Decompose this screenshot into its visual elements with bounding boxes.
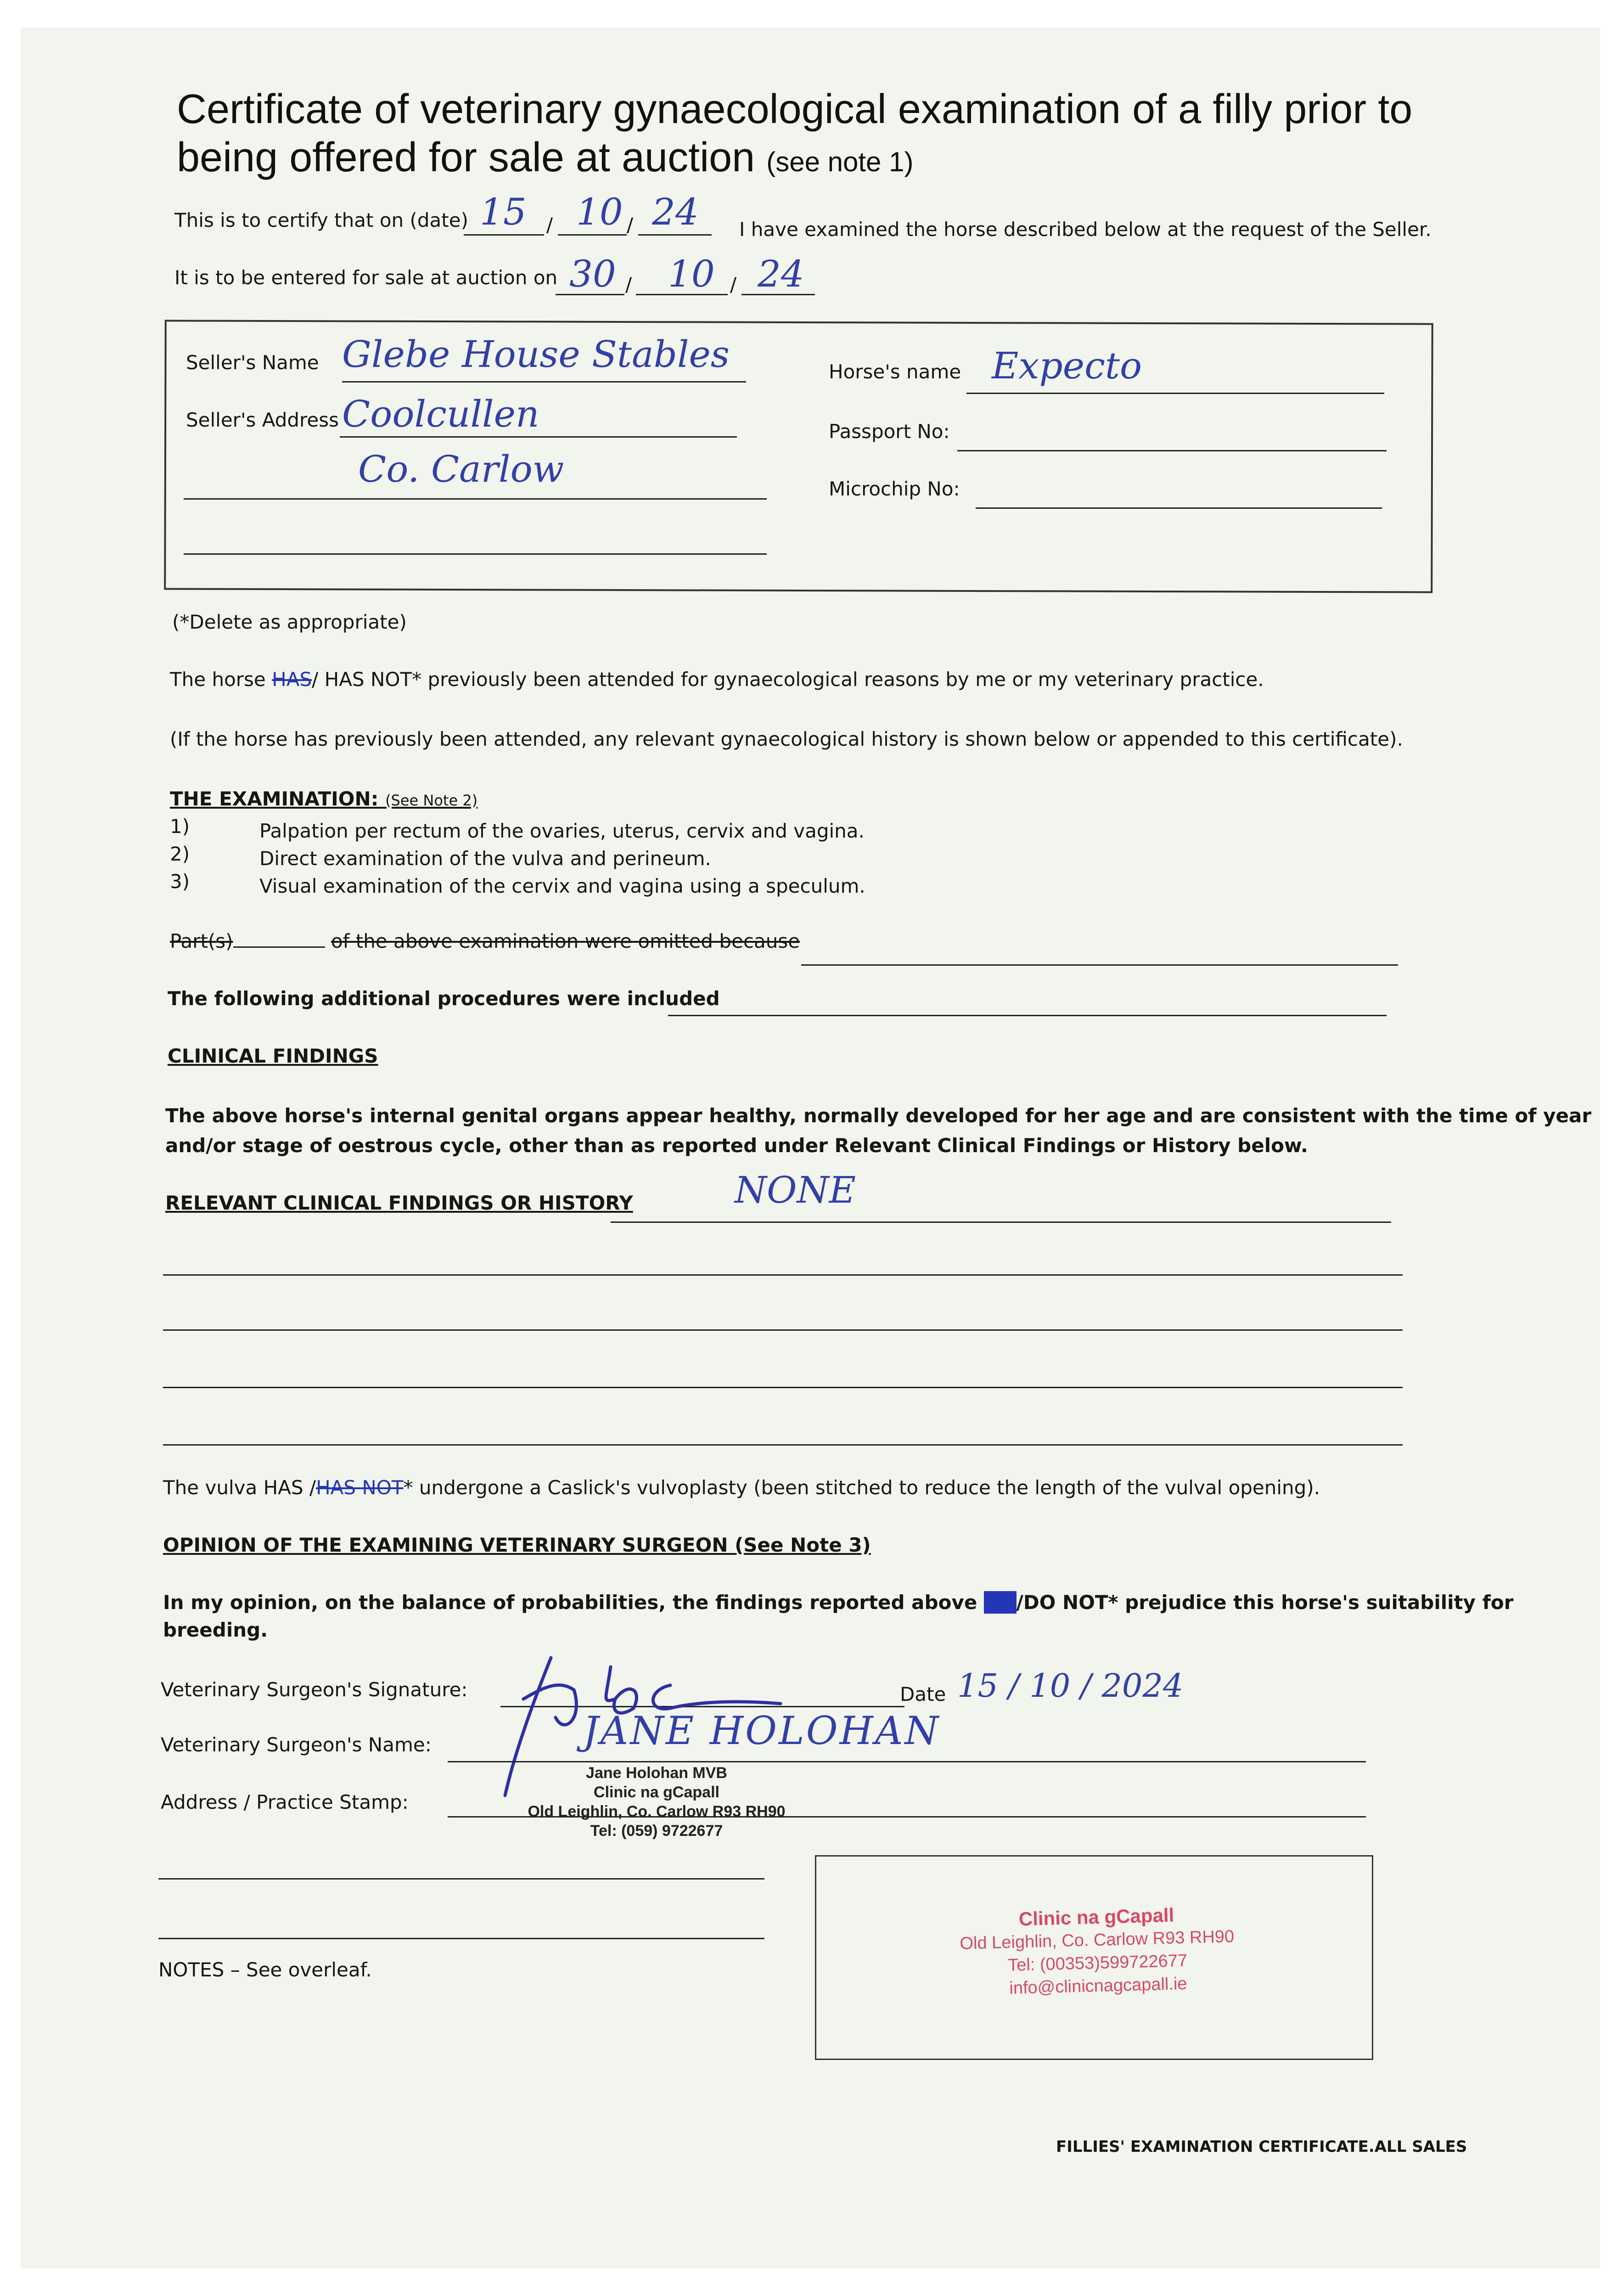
auction-date-year: 24 <box>758 253 804 295</box>
seller-address-line-2 <box>184 498 767 500</box>
additional-line <box>668 1015 1387 1016</box>
seller-name-label: Seller's Name <box>186 351 319 374</box>
seller-name-line <box>342 381 746 383</box>
seller-address-line2-value: Co. Carlow <box>358 448 564 490</box>
exam-item-3: Visual examination of the cervix and vagina using a speculum. <box>259 875 865 897</box>
passport-label: Passport No: <box>829 420 950 443</box>
title-line-2: being offered for sale at auction (see note 1) <box>177 135 914 180</box>
date-year-line <box>638 234 712 236</box>
stamp-line-4: Tel: (059) 9722677 <box>590 1822 723 1840</box>
vulva-line: The vulva HAS /HAS NOT* undergone a Caslick's vulvoplasty (been stitched to reduce the length of the vulval opening). <box>163 1476 1320 1499</box>
relevant-line-2 <box>163 1274 1403 1276</box>
name-label: Veterinary Surgeon's Name: <box>161 1733 432 1756</box>
practice-stamp <box>514 1763 799 1840</box>
opinion-do-struck: DO <box>983 1591 1016 1614</box>
omitted-line: Part(s) of the above examination were omitted because <box>170 930 800 952</box>
passport-line <box>957 450 1387 451</box>
vulva-has-not-struck: HAS NOT <box>316 1476 404 1499</box>
seller-name-value: Glebe House Stables <box>342 333 730 376</box>
auction-date-day: 30 <box>569 253 616 295</box>
clinic-stamp-name: Clinic na gCapall <box>1018 1904 1174 1930</box>
relevant-label: RELEVANT CLINICAL FINDINGS OR HISTORY <box>165 1192 633 1214</box>
date-sep-2: / <box>627 214 634 236</box>
name-value: JANE HOLOHAN <box>583 1708 941 1753</box>
attended-has-struck: HAS <box>272 668 312 691</box>
certify-prefix: This is to certify that on (date) <box>174 209 468 231</box>
address-line-3 <box>158 1938 764 1939</box>
exam-item-1: Palpation per rectum of the ovaries, uterus, cervix and vagina. <box>259 820 865 842</box>
exam-item-3-num: 3) <box>170 870 190 893</box>
seller-address-line-3 <box>184 553 767 555</box>
name-line <box>448 1761 1366 1762</box>
title-note: (see note 1) <box>766 146 914 177</box>
auction-sep-2: / <box>730 273 737 296</box>
microchip-label: Microchip No: <box>829 478 960 500</box>
attended-line: The horse HAS/ HAS NOT* previously been attended for gynaecological reasons by me or my veterinary practice. <box>170 668 1264 691</box>
horse-name-line <box>966 393 1384 394</box>
exam-item-2-num: 2) <box>170 843 190 865</box>
exam-date-year: 24 <box>652 191 699 233</box>
relevant-line-1 <box>611 1221 1391 1223</box>
clinical-para-2: and/or stage of oestrous cycle, other than as reported under Relevant Clinical Findings or History below. <box>165 1134 1309 1157</box>
date-month-line <box>558 234 627 236</box>
horse-name-value: Expecto <box>992 344 1142 387</box>
address-line-2 <box>158 1878 764 1880</box>
title-line-1: Certificate of veterinary gynaecological examination of a filly prior to <box>177 86 1413 132</box>
certify-suffix: I have examined the horse described below at the request of the Seller. <box>739 218 1432 241</box>
clinic-stamp-email: info@clinicnagcapall.ie <box>1009 1974 1188 1998</box>
history-note: (If the horse has previously been attended, any relevant gynaecological history is shown below or appended to this certificate). <box>170 728 1403 750</box>
relevant-value: NONE <box>735 1169 856 1211</box>
horse-name-label: Horse's name <box>829 360 961 383</box>
opinion-heading: OPINION OF THE EXAMINING VETERINARY SURGEON (See Note 3) <box>163 1534 871 1556</box>
microchip-line <box>976 507 1382 509</box>
stamp-line-1: Jane Holohan MVB <box>586 1764 727 1782</box>
auction-sep-1: / <box>625 273 632 296</box>
relevant-line-3 <box>163 1329 1403 1331</box>
clinic-stamp-tel: Tel: (00353)599722677 <box>1007 1951 1188 1975</box>
stamp-line-3: Old Leighlin, Co. Carlow R93 RH90 <box>528 1803 786 1820</box>
relevant-line-5 <box>163 1444 1403 1446</box>
examination-note: (See Note 2) <box>385 792 478 809</box>
clinical-heading: CLINICAL FINDINGS <box>168 1045 378 1067</box>
signature-label: Veterinary Surgeon's Signature: <box>161 1678 468 1701</box>
clinical-para-1: The above horse's internal genital organs appear healthy, normally developed for her age and are consistent with the time of year <box>165 1104 1592 1127</box>
opinion-para-2: breeding. <box>163 1619 268 1641</box>
exam-date-day: 15 <box>480 191 527 233</box>
exam-date-month: 10 <box>576 191 623 233</box>
relevant-line-4 <box>163 1387 1403 1388</box>
omitted-reason-line <box>801 964 1398 966</box>
exam-item-2: Direct examination of the vulva and perineum. <box>259 847 711 870</box>
additional-label: The following additional procedures were included <box>168 987 720 1010</box>
auction-date-month: 10 <box>668 253 715 295</box>
seller-address-line1-value: Coolcullen <box>342 393 539 435</box>
footer: FILLIES' EXAMINATION CERTIFICATE.ALL SALES <box>1056 2138 1467 2156</box>
notes: NOTES – See overleaf. <box>158 1958 372 1981</box>
examination-heading: THE EXAMINATION: (See Note 2) <box>170 788 478 810</box>
date-sep-1: / <box>546 214 553 236</box>
address-label: Address / Practice Stamp: <box>161 1791 409 1813</box>
date-label: Date <box>900 1683 946 1705</box>
opinion-para-1: In my opinion, on the balance of probabilities, the findings reported above DO/DO NOT* prejudice this horse's suitability for <box>163 1591 1514 1614</box>
clinic-stamp-address: Old Leighlin, Co. Carlow R93 RH90 <box>960 1927 1235 1953</box>
stamp-line-2: Clinic na gCapall <box>594 1784 719 1801</box>
seller-address-line-1 <box>340 436 737 438</box>
date-day-line <box>464 234 544 236</box>
delete-note: (*Delete as appropriate) <box>172 611 407 633</box>
exam-item-1-num: 1) <box>170 815 190 838</box>
seller-address-label: Seller's Address <box>186 409 339 431</box>
auction-prefix: It is to be entered for sale at auction on <box>174 266 558 289</box>
date-value: 15 / 10 / 2024 <box>957 1667 1184 1705</box>
clinic-stamp <box>894 1901 1301 2003</box>
